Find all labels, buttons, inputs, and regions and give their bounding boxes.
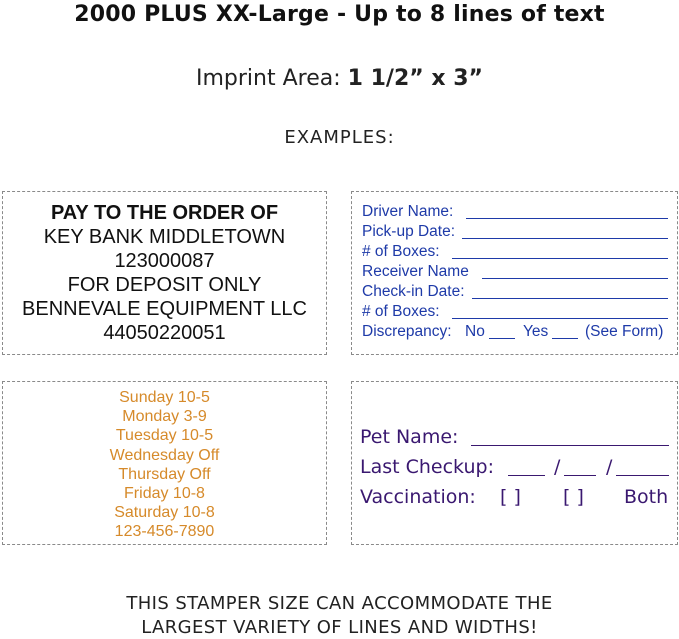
footer-line: THIS STAMPER SIZE CAN ACCOMMODATE THE	[126, 593, 553, 614]
stamp-line: KEY BANK MIDDLETOWN	[43, 226, 286, 248]
form-row	[362, 282, 668, 302]
field-label: Receiver Name	[362, 263, 469, 280]
field-label: # of Boxes:	[362, 243, 440, 260]
examples-heading: EXAMPLES:	[284, 127, 395, 148]
fill-line	[466, 218, 668, 219]
last-checkup-label: Last Checkup:	[360, 456, 494, 478]
bank-stamp-text	[3, 201, 326, 345]
stamp-line: Wednesday Off	[109, 446, 220, 464]
yes-fill-line	[552, 322, 578, 339]
fill-line	[471, 422, 669, 446]
fill-line	[452, 318, 668, 319]
stamp-line: BENNEVALE EQUIPMENT LLC	[22, 298, 307, 320]
footer-caption	[0, 592, 679, 639]
vaccination-label: Vaccination:	[360, 486, 476, 508]
stamp-line: FOR DEPOSIT ONLY	[67, 274, 262, 296]
form-row	[362, 242, 668, 262]
footer-line: LARGEST VARIETY OF LINES AND WIDTHS!	[141, 617, 538, 638]
form-row	[362, 262, 668, 282]
discrepancy-no: No	[465, 323, 485, 340]
fill-line	[462, 238, 668, 239]
stamp-line: Sunday 10-5	[119, 389, 210, 406]
last-checkup-row	[360, 452, 672, 482]
shipping-stamp-text	[362, 202, 672, 342]
page-title: 2000 PLUS XX-Large - Up to 8 lines of text	[74, 2, 605, 27]
checkbox-bracket: [ ]	[563, 486, 584, 508]
no-fill-line	[489, 322, 515, 339]
imprint-value: 1 1/2” x 3”	[347, 66, 483, 91]
imprint-area	[0, 66, 679, 91]
fill-line	[452, 258, 668, 259]
stamp-line: Friday 10-8	[124, 485, 205, 503]
form-row	[362, 202, 668, 222]
pet-name-label: Pet Name:	[360, 426, 459, 448]
pet-name-row	[360, 422, 672, 452]
fill-line	[508, 452, 545, 476]
discrepancy-see-form: (See Form)	[585, 323, 664, 340]
vaccination-row	[360, 482, 672, 512]
hours-stamp-text	[3, 388, 326, 542]
form-row	[362, 302, 668, 322]
stamp-line: 123-456-7890	[114, 523, 215, 541]
fill-line	[564, 452, 596, 476]
imprint-label: Imprint Area:	[196, 66, 348, 91]
stamp-line: Saturday 10-8	[114, 504, 215, 522]
example-stamp-shipping	[351, 191, 678, 355]
field-label: Pick-up Date:	[362, 223, 456, 240]
vaccination-both: Both	[624, 486, 669, 508]
stamp-line: Thursday Off	[118, 465, 211, 483]
example-stamp-pet	[351, 381, 678, 545]
stamp-line: 44050220051	[103, 322, 226, 344]
example-stamp-hours	[2, 381, 327, 545]
checkbox-bracket: [ ]	[500, 486, 521, 508]
discrepancy-row	[362, 322, 672, 342]
stamp-line: Monday 3-9	[122, 408, 207, 426]
example-stamp-bank	[2, 191, 327, 355]
date-slash: /	[554, 456, 561, 478]
form-row	[362, 222, 668, 242]
fill-line	[616, 452, 669, 476]
field-label: Check-in Date:	[362, 283, 465, 300]
stamp-line: PAY TO THE ORDER OF	[50, 202, 279, 224]
field-label: # of Boxes:	[362, 303, 440, 320]
date-slash: /	[606, 456, 613, 478]
discrepancy-yes: Yes	[523, 323, 549, 340]
stamp-line: Tuesday 10-5	[115, 427, 214, 445]
field-label: Driver Name:	[362, 203, 454, 220]
pet-stamp-text	[360, 422, 672, 512]
fill-line	[482, 278, 668, 279]
discrepancy-label: Discrepancy:	[362, 323, 452, 340]
fill-line	[472, 298, 668, 299]
stamp-line: 123000087	[114, 250, 215, 272]
